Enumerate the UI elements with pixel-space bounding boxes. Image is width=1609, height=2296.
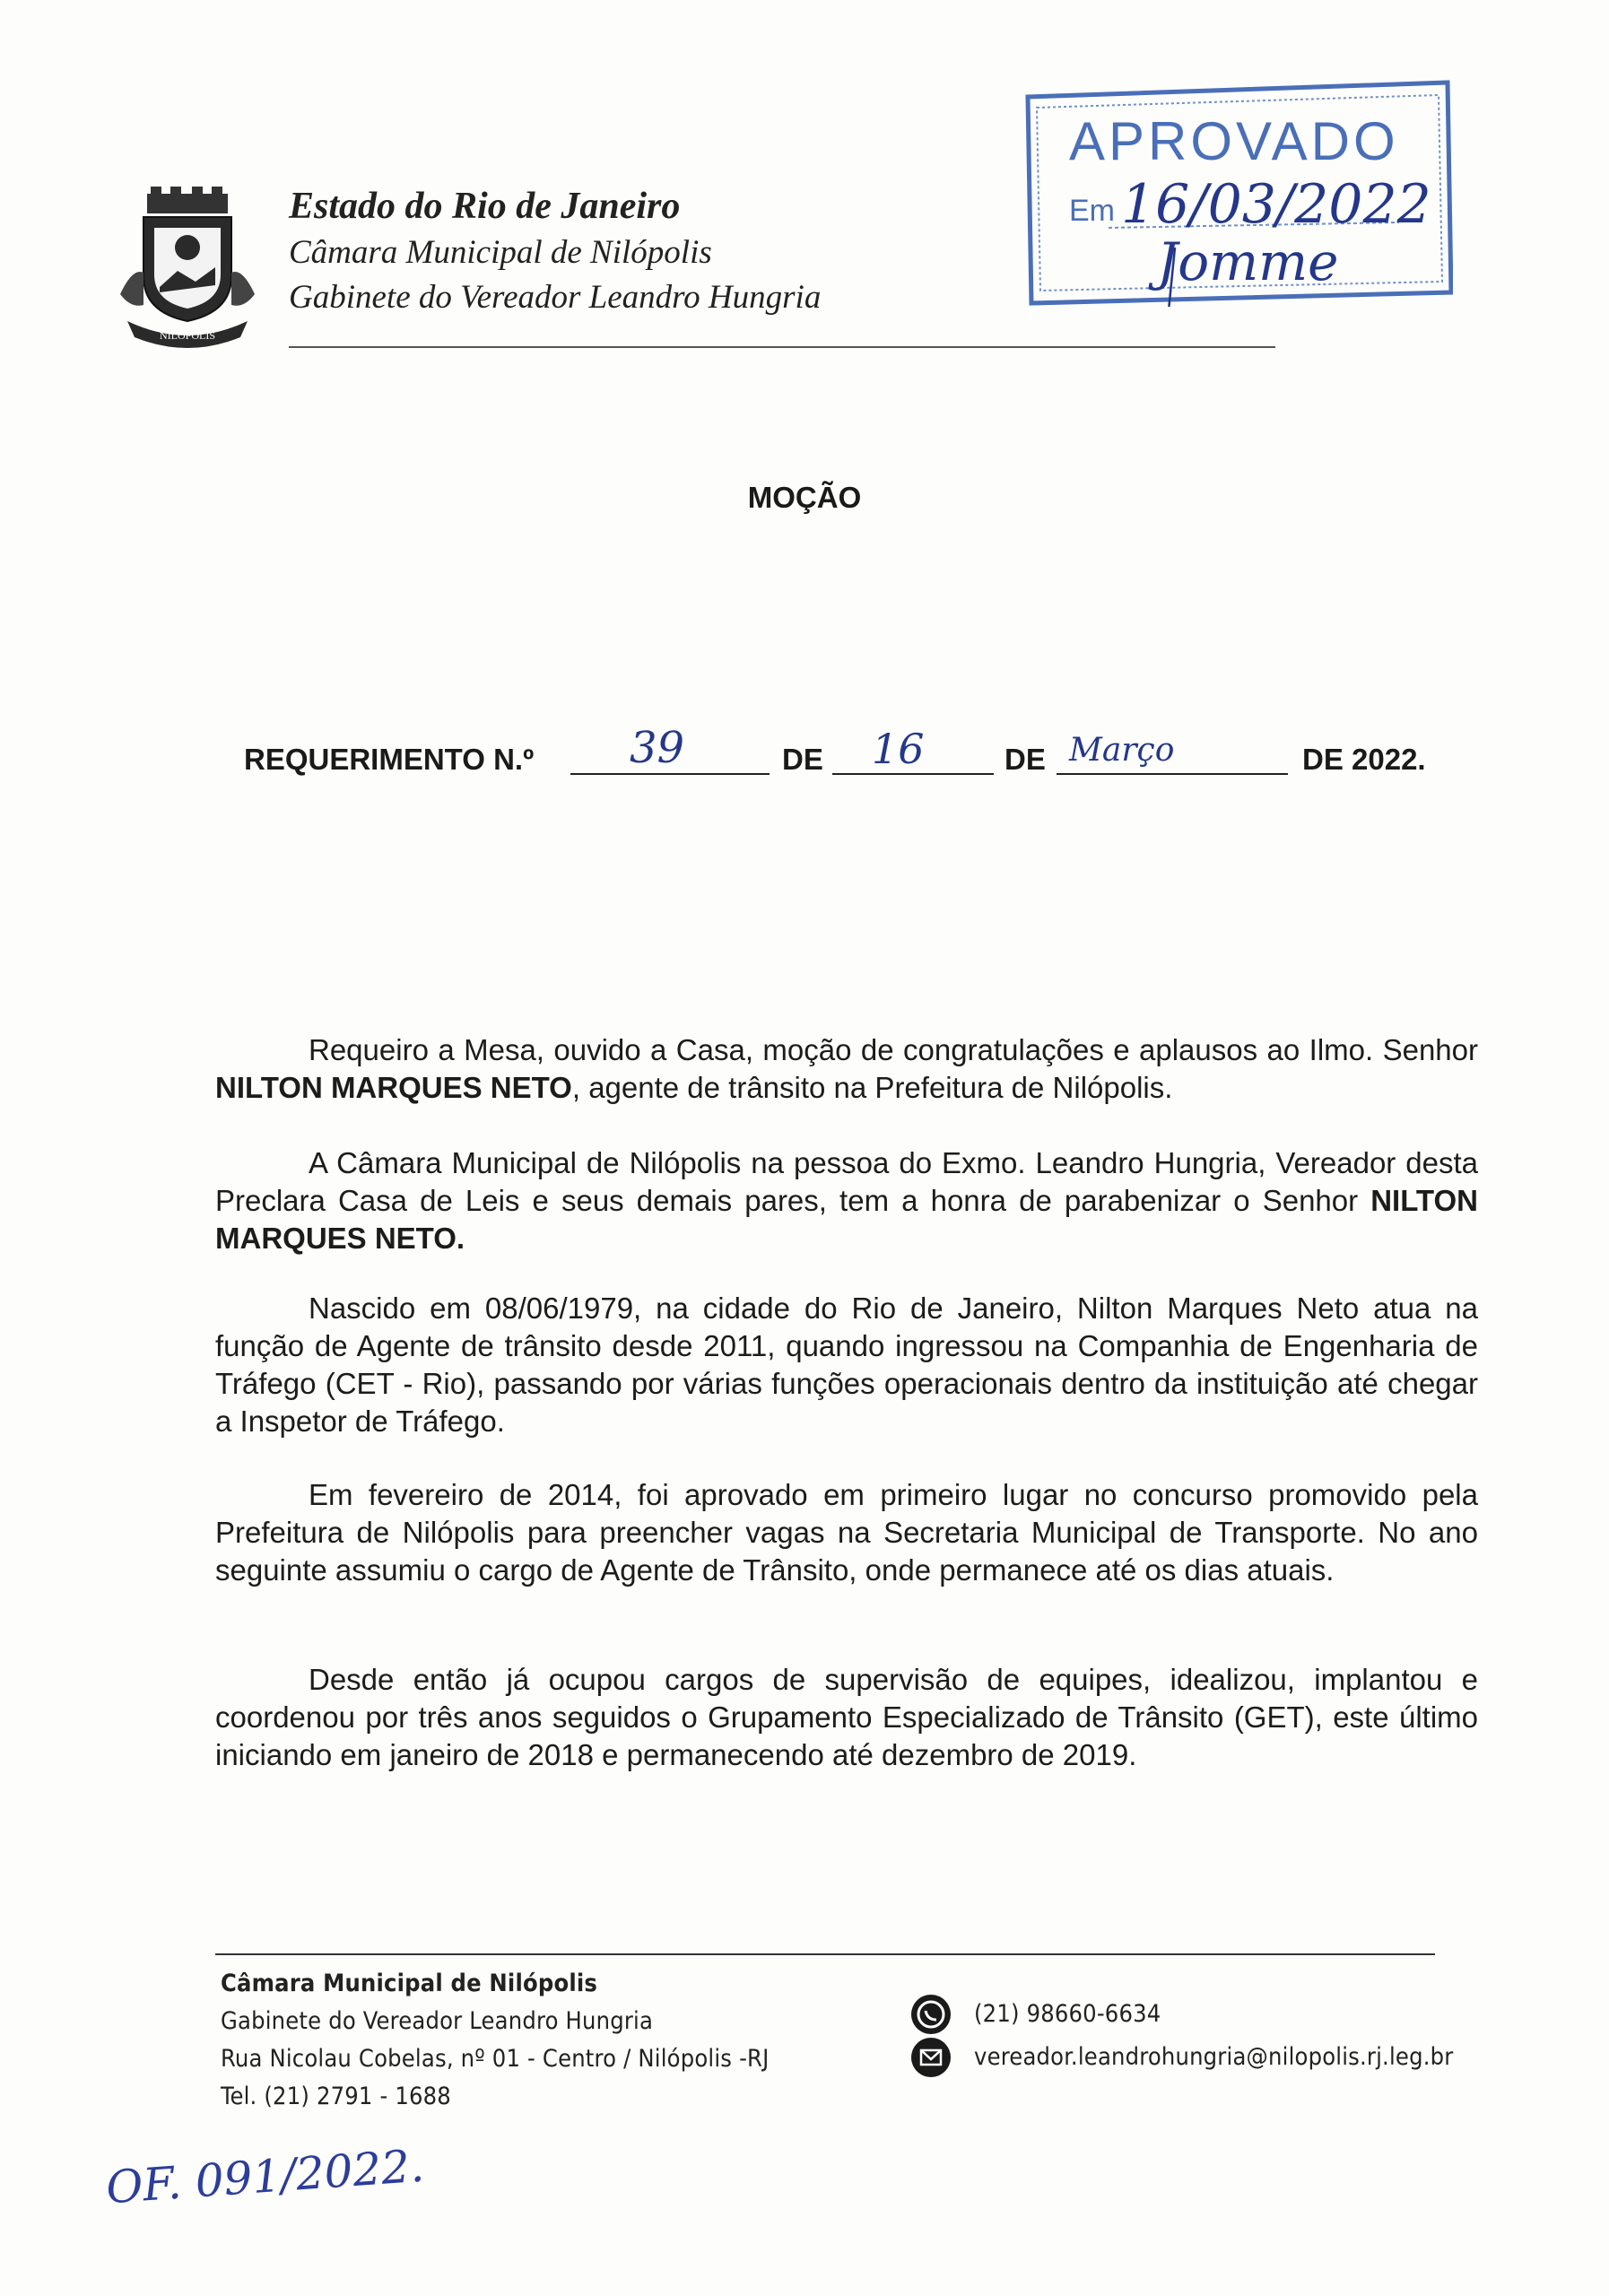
svg-text:16/03/2022: 16/03/2022 bbox=[1121, 173, 1431, 236]
svg-text:Jomme: Jomme bbox=[1157, 231, 1339, 292]
paragraph-3 bbox=[215, 1290, 1478, 1440]
month-blank bbox=[1057, 773, 1288, 775]
footer-address: Rua Nicolau Cobelas, nº 01 - Centro / Nilópolis -RJ bbox=[221, 2045, 770, 2073]
de-label-2: DE bbox=[1005, 743, 1046, 776]
svg-text:APROVADO: APROVADO bbox=[1069, 111, 1399, 171]
document-title: MOÇÃO bbox=[747, 481, 862, 514]
paragraph-text: , agente de trânsito na Prefeitura de Nilópolis. bbox=[571, 1071, 1173, 1104]
paragraph-4 bbox=[215, 1476, 1478, 1589]
paragraph-text: Desde então já ocupou cargos de supervisão de equipes, idealizou, implantou e coordenou por três anos seguidos o Grupamento Especializado de Trânsito (GET), este último iniciando em janeiro de 2018 e permanecendo até dezembro de 2019. bbox=[215, 1663, 1478, 1771]
requirement-number: 39 bbox=[630, 723, 685, 773]
footer-divider bbox=[215, 1953, 1435, 1955]
header-divider bbox=[289, 346, 1275, 348]
footer-email: vereador.leandrohungria@nilopolis.rj.leg.br bbox=[974, 2043, 1454, 2071]
requirement-line bbox=[244, 723, 1446, 787]
footer-org: Câmara Municipal de Nilópolis bbox=[221, 1970, 598, 1997]
whatsapp-icon bbox=[911, 1995, 951, 2034]
paragraph-text: Nascido em 08/06/1979, na cidade do Rio de Janeiro, Nilton Marques Neto atua na função de Agente de trânsito desde 2011, quando ingressou na Companhia de Engenharia de Tráfego (CET - Rio), passando por várias funções operacionais dentro da instituição até chegar a Inspetor de Tráfego. bbox=[215, 1292, 1478, 1438]
footer-office: Gabinete do Vereador Leandro Hungria bbox=[221, 2007, 654, 2035]
de-label-1: DE bbox=[782, 743, 823, 776]
office-name: Gabinete do Vereador Leandro Hungria bbox=[289, 279, 822, 316]
highlighted-name: NILTON MARQUES NETO. bbox=[215, 1184, 1478, 1255]
paragraph-5 bbox=[215, 1661, 1478, 1774]
footer-whatsapp: (21) 98660-6634 bbox=[974, 2000, 1161, 2028]
coat-of-arms-icon bbox=[115, 187, 260, 350]
svg-text:Em: Em bbox=[1069, 194, 1115, 228]
handwritten-office-number: OF. 091/2022. bbox=[104, 2139, 426, 2214]
footer-tel: Tel. (21) 2791 - 1688 bbox=[221, 2083, 451, 2110]
svg-text:NILÓPOLIS: NILÓPOLIS bbox=[160, 329, 215, 342]
day-blank bbox=[832, 773, 994, 775]
requirement-label: REQUERIMENTO N.º bbox=[244, 743, 535, 776]
requirement-month: Março bbox=[1069, 732, 1175, 769]
requirement-day: 16 bbox=[872, 725, 925, 773]
number-blank bbox=[570, 773, 770, 775]
requirement-year: DE 2022. bbox=[1302, 743, 1426, 776]
highlighted-name: NILTON MARQUES NETO bbox=[215, 1071, 572, 1104]
paragraph-text: Em fevereiro de 2014, foi aprovado em primeiro lugar no concurso promovido pela Prefeitura de Nilópolis para preencher vagas na Secretaria Municipal de Transporte. No ano seguinte assumiu o cargo de Agente de Trânsito, onde permanece até os dias atuais. bbox=[215, 1478, 1478, 1587]
approval-stamp bbox=[1022, 77, 1453, 307]
paragraph-2 bbox=[215, 1144, 1478, 1257]
chamber-name: Câmara Municipal de Nilópolis bbox=[289, 234, 712, 271]
paragraph-text: A Câmara Municipal de Nilópolis na pessoa do Exmo. Leandro Hungria, Vereador desta Preclara Casa de Leis e seus demais pares, tem a honra de parabenizar o Senhor bbox=[215, 1146, 1478, 1217]
paragraph-1 bbox=[215, 1031, 1478, 1107]
email-icon bbox=[911, 2038, 951, 2077]
state-name: Estado do Rio de Janeiro bbox=[289, 186, 681, 227]
paragraph-text: Requeiro a Mesa, ouvido a Casa, moção de congratulações e aplausos ao Ilmo. Senhor bbox=[309, 1033, 1478, 1066]
